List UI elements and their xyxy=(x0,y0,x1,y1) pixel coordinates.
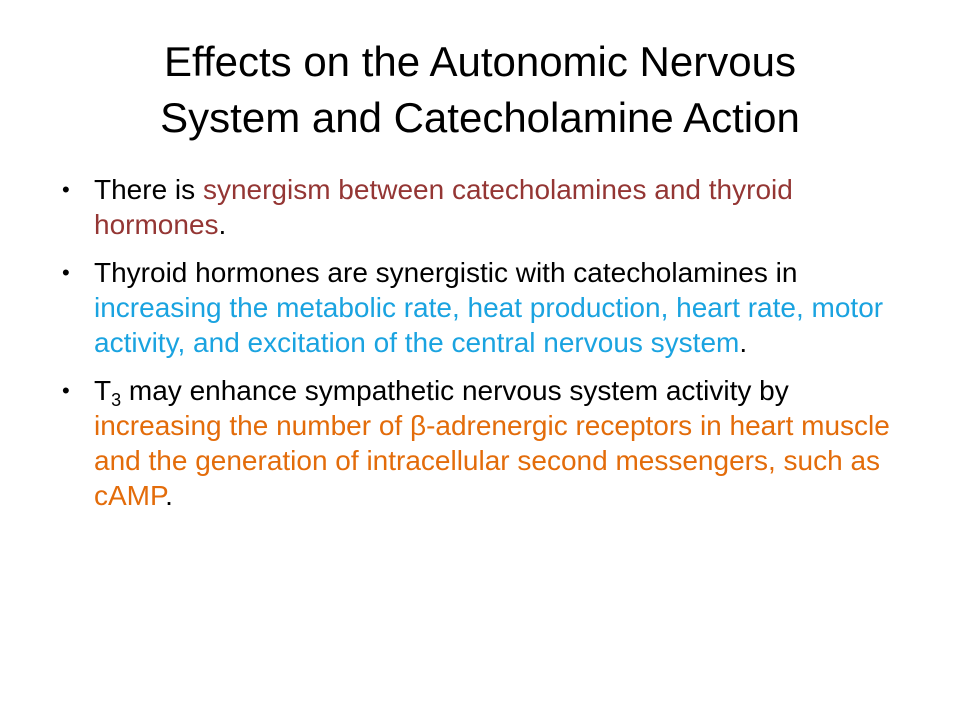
bullet-text-end: . xyxy=(218,209,227,240)
slide-title xyxy=(60,34,900,146)
bullet-item-t3-sympathetic xyxy=(62,373,912,513)
highlight-text: increasing the metabolic rate, heat production, heart rate, motor activity, and excitation of the central nervous system xyxy=(94,292,884,358)
bullet-text: Thyroid hormones are synergistic with catecholamines in xyxy=(94,257,798,288)
highlight-text: increasing the number of β-adrenergic receptors in heart muscle and the generation of intracellular second messengers, such as cAMP xyxy=(94,410,890,511)
bullet-text-end: . xyxy=(739,327,748,358)
bullet-text-t: T xyxy=(94,375,112,406)
bullet-item-synergistic-effects xyxy=(62,255,912,360)
bullet-dot-icon: • xyxy=(62,177,70,202)
bullet-text: There is xyxy=(94,174,203,205)
bullet-text: may enhance sympathetic nervous system activity by xyxy=(121,375,789,406)
bullet-dot-icon: • xyxy=(62,260,70,285)
highlight-text: synergism between catecholamines and thyroid hormones xyxy=(94,174,793,240)
title-line-2: System and Catecholamine Action xyxy=(160,94,800,141)
bullet-item-synergism xyxy=(62,172,912,242)
bullet-list xyxy=(62,172,912,526)
title-line-1: Effects on the Autonomic Nervous xyxy=(164,38,796,85)
bullet-dot-icon: • xyxy=(62,378,70,403)
bullet-text-end: . xyxy=(165,480,173,511)
subscript-3: 3 xyxy=(111,390,122,410)
